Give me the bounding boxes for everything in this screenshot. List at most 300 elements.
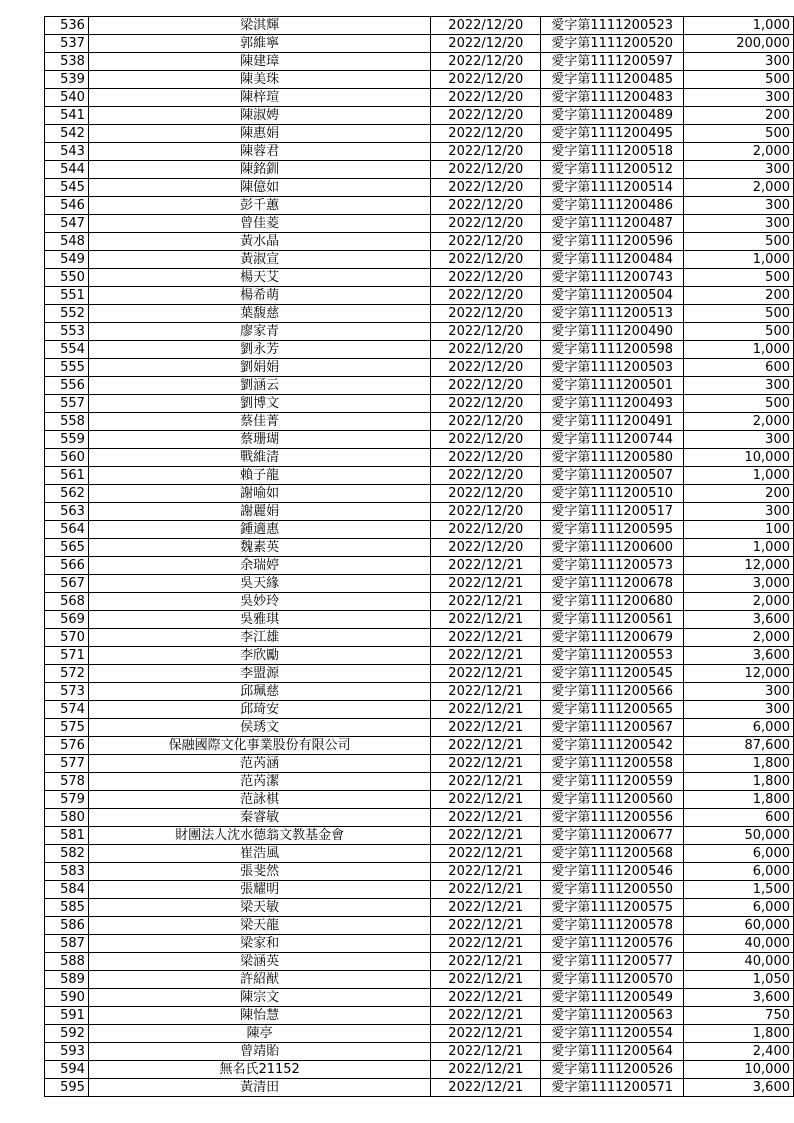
donation-date-cell: 2022/12/21: [431, 755, 541, 773]
amount-cell: 10,000: [684, 449, 794, 467]
row-number-cell: 550: [45, 269, 89, 287]
receipt-number-cell: 愛字第1111200571: [541, 1079, 684, 1097]
table-row: [45, 665, 794, 683]
donation-date-cell: 2022/12/20: [431, 503, 541, 521]
receipt-number-cell: 愛字第1111200560: [541, 791, 684, 809]
row-number-cell: 542: [45, 125, 89, 143]
donor-name-cell: 鍾適惠: [88, 521, 430, 539]
table-row: [45, 1025, 794, 1043]
amount-cell: 100: [684, 521, 794, 539]
row-number-cell: 588: [45, 953, 89, 971]
receipt-number-cell: 愛字第1111200510: [541, 485, 684, 503]
amount-cell: 1,800: [684, 773, 794, 791]
donor-name-cell: 楊天艾: [88, 269, 430, 287]
donor-name-cell: 彭千蕙: [88, 197, 430, 215]
receipt-number-cell: 愛字第1111200576: [541, 935, 684, 953]
donation-date-cell: 2022/12/21: [431, 557, 541, 575]
table-row: [45, 161, 794, 179]
donation-date-cell: 2022/12/21: [431, 719, 541, 737]
donor-name-cell: 陳梓瑄: [88, 89, 430, 107]
row-number-cell: 556: [45, 377, 89, 395]
table-row: [45, 1079, 794, 1097]
donor-name-cell: 陳蓉君: [88, 143, 430, 161]
amount-cell: 10,000: [684, 1061, 794, 1079]
amount-cell: 1,800: [684, 1025, 794, 1043]
receipt-number-cell: 愛字第1111200545: [541, 665, 684, 683]
table-row: [45, 827, 794, 845]
table-row: [45, 611, 794, 629]
amount-cell: 1,000: [684, 341, 794, 359]
row-number-cell: 592: [45, 1025, 89, 1043]
donation-date-cell: 2022/12/20: [431, 395, 541, 413]
donor-name-cell: 許紹猷: [88, 971, 430, 989]
receipt-number-cell: 愛字第1111200542: [541, 737, 684, 755]
row-number-cell: 570: [45, 629, 89, 647]
table-row: [45, 89, 794, 107]
donor-name-cell: 李盟源: [88, 665, 430, 683]
donation-date-cell: 2022/12/21: [431, 989, 541, 1007]
receipt-number-cell: 愛字第1111200512: [541, 161, 684, 179]
donation-date-cell: 2022/12/20: [431, 359, 541, 377]
donor-name-cell: 張耀明: [88, 881, 430, 899]
table-row: [45, 791, 794, 809]
row-number-cell: 558: [45, 413, 89, 431]
donation-date-cell: 2022/12/20: [431, 35, 541, 53]
table-row: [45, 989, 794, 1007]
row-number-cell: 572: [45, 665, 89, 683]
amount-cell: 300: [684, 683, 794, 701]
amount-cell: 40,000: [684, 935, 794, 953]
table-row: [45, 251, 794, 269]
row-number-cell: 583: [45, 863, 89, 881]
donor-name-cell: 陳宗文: [88, 989, 430, 1007]
row-number-cell: 565: [45, 539, 89, 557]
receipt-number-cell: 愛字第1111200575: [541, 899, 684, 917]
donor-name-cell: 曾佳菱: [88, 215, 430, 233]
amount-cell: 1,000: [684, 539, 794, 557]
donation-date-cell: 2022/12/21: [431, 629, 541, 647]
donor-name-cell: 財團法人沈水德翁文教基金會: [88, 827, 430, 845]
donor-name-cell: 蔡珊瑚: [88, 431, 430, 449]
table-row: [45, 899, 794, 917]
table-row: [45, 17, 794, 35]
donation-date-cell: 2022/12/20: [431, 197, 541, 215]
donation-date-cell: 2022/12/21: [431, 1079, 541, 1097]
donor-name-cell: 吳妙玲: [88, 593, 430, 611]
row-number-cell: 595: [45, 1079, 89, 1097]
amount-cell: 300: [684, 431, 794, 449]
amount-cell: 1,000: [684, 467, 794, 485]
receipt-number-cell: 愛字第1111200489: [541, 107, 684, 125]
row-number-cell: 548: [45, 233, 89, 251]
table-row: [45, 125, 794, 143]
amount-cell: 750: [684, 1007, 794, 1025]
table-row: [45, 359, 794, 377]
donor-name-cell: 梁涵英: [88, 953, 430, 971]
row-number-cell: 551: [45, 287, 89, 305]
donation-date-cell: 2022/12/21: [431, 665, 541, 683]
donation-date-cell: 2022/12/20: [431, 71, 541, 89]
table-row: [45, 935, 794, 953]
receipt-number-cell: 愛字第1111200546: [541, 863, 684, 881]
amount-cell: 2,000: [684, 413, 794, 431]
table-row: [45, 449, 794, 467]
receipt-number-cell: 愛字第1111200501: [541, 377, 684, 395]
table-row: [45, 233, 794, 251]
amount-cell: 3,600: [684, 1079, 794, 1097]
row-number-cell: 549: [45, 251, 89, 269]
amount-cell: 2,000: [684, 593, 794, 611]
donor-name-cell: 梁家和: [88, 935, 430, 953]
table-row: [45, 701, 794, 719]
receipt-number-cell: 愛字第1111200595: [541, 521, 684, 539]
amount-cell: 6,000: [684, 845, 794, 863]
row-number-cell: 591: [45, 1007, 89, 1025]
table-row: [45, 917, 794, 935]
table-row: [45, 773, 794, 791]
receipt-number-cell: 愛字第1111200600: [541, 539, 684, 557]
row-number-cell: 539: [45, 71, 89, 89]
table-row: [45, 755, 794, 773]
receipt-number-cell: 愛字第1111200598: [541, 341, 684, 359]
donation-date-cell: 2022/12/20: [431, 161, 541, 179]
donation-date-cell: 2022/12/21: [431, 1007, 541, 1025]
row-number-cell: 559: [45, 431, 89, 449]
donor-name-cell: 黃清田: [88, 1079, 430, 1097]
amount-cell: 600: [684, 809, 794, 827]
receipt-number-cell: 愛字第1111200549: [541, 989, 684, 1007]
donor-name-cell: 邱琦安: [88, 701, 430, 719]
amount-cell: 300: [684, 89, 794, 107]
donation-date-cell: 2022/12/20: [431, 431, 541, 449]
row-number-cell: 547: [45, 215, 89, 233]
receipt-number-cell: 愛字第1111200743: [541, 269, 684, 287]
donor-name-cell: 秦睿敏: [88, 809, 430, 827]
receipt-number-cell: 愛字第1111200491: [541, 413, 684, 431]
row-number-cell: 576: [45, 737, 89, 755]
amount-cell: 2,400: [684, 1043, 794, 1061]
table-row: [45, 953, 794, 971]
donor-name-cell: 梁淇輝: [88, 17, 430, 35]
donation-date-cell: 2022/12/21: [431, 971, 541, 989]
amount-cell: 60,000: [684, 917, 794, 935]
donor-name-cell: 謝麗娟: [88, 503, 430, 521]
receipt-number-cell: 愛字第1111200553: [541, 647, 684, 665]
donation-date-cell: 2022/12/21: [431, 809, 541, 827]
receipt-number-cell: 愛字第1111200680: [541, 593, 684, 611]
receipt-number-cell: 愛字第1111200518: [541, 143, 684, 161]
receipt-number-cell: 愛字第1111200578: [541, 917, 684, 935]
row-number-cell: 561: [45, 467, 89, 485]
donor-name-cell: 戰維清: [88, 449, 430, 467]
table-row: [45, 179, 794, 197]
receipt-number-cell: 愛字第1111200559: [541, 773, 684, 791]
receipt-number-cell: 愛字第1111200517: [541, 503, 684, 521]
table-row: [45, 575, 794, 593]
donation-date-cell: 2022/12/21: [431, 1043, 541, 1061]
receipt-number-cell: 愛字第1111200503: [541, 359, 684, 377]
receipt-number-cell: 愛字第1111200564: [541, 1043, 684, 1061]
donation-date-cell: 2022/12/21: [431, 575, 541, 593]
table-row: [45, 719, 794, 737]
table-row: [45, 485, 794, 503]
donor-name-cell: 無名氏21152: [88, 1061, 430, 1079]
receipt-number-cell: 愛字第1111200573: [541, 557, 684, 575]
donor-name-cell: 陳銘釧: [88, 161, 430, 179]
amount-cell: 3,600: [684, 647, 794, 665]
amount-cell: 1,800: [684, 755, 794, 773]
receipt-number-cell: 愛字第1111200513: [541, 305, 684, 323]
amount-cell: 40,000: [684, 953, 794, 971]
amount-cell: 500: [684, 71, 794, 89]
row-number-cell: 567: [45, 575, 89, 593]
table-row: [45, 323, 794, 341]
table-row: [45, 467, 794, 485]
donor-name-cell: 梁天敏: [88, 899, 430, 917]
donation-date-cell: 2022/12/21: [431, 737, 541, 755]
donation-date-cell: 2022/12/21: [431, 953, 541, 971]
donation-date-cell: 2022/12/20: [431, 413, 541, 431]
row-number-cell: 575: [45, 719, 89, 737]
donor-name-cell: 張斐然: [88, 863, 430, 881]
row-number-cell: 582: [45, 845, 89, 863]
donor-name-cell: 廖家青: [88, 323, 430, 341]
amount-cell: 87,600: [684, 737, 794, 755]
donation-table-body: [45, 17, 794, 1097]
amount-cell: 3,000: [684, 575, 794, 593]
receipt-number-cell: 愛字第1111200563: [541, 1007, 684, 1025]
row-number-cell: 573: [45, 683, 89, 701]
donation-date-cell: 2022/12/20: [431, 107, 541, 125]
donor-name-cell: 邱珮慈: [88, 683, 430, 701]
amount-cell: 2,000: [684, 629, 794, 647]
table-row: [45, 593, 794, 611]
receipt-number-cell: 愛字第1111200597: [541, 53, 684, 71]
table-row: [45, 845, 794, 863]
receipt-number-cell: 愛字第1111200484: [541, 251, 684, 269]
donation-date-cell: 2022/12/20: [431, 89, 541, 107]
receipt-number-cell: 愛字第1111200487: [541, 215, 684, 233]
donor-name-cell: 陳美珠: [88, 71, 430, 89]
donor-name-cell: 吳天緣: [88, 575, 430, 593]
amount-cell: 6,000: [684, 863, 794, 881]
receipt-number-cell: 愛字第1111200485: [541, 71, 684, 89]
donor-name-cell: 陳淑娉: [88, 107, 430, 125]
donation-date-cell: 2022/12/21: [431, 791, 541, 809]
table-row: [45, 683, 794, 701]
donation-date-cell: 2022/12/21: [431, 863, 541, 881]
table-row: [45, 377, 794, 395]
receipt-number-cell: 愛字第1111200567: [541, 719, 684, 737]
receipt-number-cell: 愛字第1111200596: [541, 233, 684, 251]
row-number-cell: 593: [45, 1043, 89, 1061]
amount-cell: 200: [684, 107, 794, 125]
row-number-cell: 581: [45, 827, 89, 845]
donor-name-cell: 蔡佳菁: [88, 413, 430, 431]
donor-name-cell: 賴子龍: [88, 467, 430, 485]
table-row: [45, 863, 794, 881]
table-row: [45, 287, 794, 305]
donor-name-cell: 陳建璋: [88, 53, 430, 71]
row-number-cell: 586: [45, 917, 89, 935]
donor-name-cell: 崔浩風: [88, 845, 430, 863]
table-row: [45, 143, 794, 161]
receipt-number-cell: 愛字第1111200520: [541, 35, 684, 53]
amount-cell: 1,000: [684, 17, 794, 35]
row-number-cell: 554: [45, 341, 89, 359]
row-number-cell: 557: [45, 395, 89, 413]
amount-cell: 1,800: [684, 791, 794, 809]
row-number-cell: 545: [45, 179, 89, 197]
amount-cell: 300: [684, 503, 794, 521]
donor-name-cell: 陳怡慧: [88, 1007, 430, 1025]
amount-cell: 12,000: [684, 665, 794, 683]
table-row: [45, 107, 794, 125]
receipt-number-cell: 愛字第1111200504: [541, 287, 684, 305]
receipt-number-cell: 愛字第1111200483: [541, 89, 684, 107]
row-number-cell: 569: [45, 611, 89, 629]
donation-date-cell: 2022/12/20: [431, 125, 541, 143]
row-number-cell: 587: [45, 935, 89, 953]
donor-name-cell: 陳億如: [88, 179, 430, 197]
donor-name-cell: 楊希萌: [88, 287, 430, 305]
donor-name-cell: 黃淑宣: [88, 251, 430, 269]
table-row: [45, 395, 794, 413]
donation-date-cell: 2022/12/20: [431, 143, 541, 161]
donor-name-cell: 侯琇文: [88, 719, 430, 737]
row-number-cell: 566: [45, 557, 89, 575]
donation-date-cell: 2022/12/20: [431, 53, 541, 71]
donation-date-cell: 2022/12/21: [431, 1061, 541, 1079]
amount-cell: 3,600: [684, 611, 794, 629]
receipt-number-cell: 愛字第1111200580: [541, 449, 684, 467]
donor-name-cell: 劉博文: [88, 395, 430, 413]
amount-cell: 300: [684, 53, 794, 71]
donor-name-cell: 余瑞婷: [88, 557, 430, 575]
donation-table: [44, 16, 794, 1097]
amount-cell: 300: [684, 197, 794, 215]
receipt-number-cell: 愛字第1111200570: [541, 971, 684, 989]
amount-cell: 500: [684, 305, 794, 323]
receipt-number-cell: 愛字第1111200568: [541, 845, 684, 863]
row-number-cell: 577: [45, 755, 89, 773]
receipt-number-cell: 愛字第1111200507: [541, 467, 684, 485]
donation-date-cell: 2022/12/20: [431, 251, 541, 269]
table-row: [45, 341, 794, 359]
row-number-cell: 560: [45, 449, 89, 467]
receipt-number-cell: 愛字第1111200550: [541, 881, 684, 899]
receipt-number-cell: 愛字第1111200679: [541, 629, 684, 647]
row-number-cell: 584: [45, 881, 89, 899]
receipt-number-cell: 愛字第1111200556: [541, 809, 684, 827]
receipt-number-cell: 愛字第1111200514: [541, 179, 684, 197]
row-number-cell: 543: [45, 143, 89, 161]
donation-date-cell: 2022/12/21: [431, 917, 541, 935]
amount-cell: 300: [684, 377, 794, 395]
donation-date-cell: 2022/12/21: [431, 593, 541, 611]
receipt-number-cell: 愛字第1111200577: [541, 953, 684, 971]
receipt-number-cell: 愛字第1111200495: [541, 125, 684, 143]
donation-date-cell: 2022/12/20: [431, 377, 541, 395]
donor-name-cell: 陳亭: [88, 1025, 430, 1043]
amount-cell: 300: [684, 161, 794, 179]
table-row: [45, 881, 794, 899]
donor-name-cell: 劉涵云: [88, 377, 430, 395]
amount-cell: 50,000: [684, 827, 794, 845]
table-row: [45, 503, 794, 521]
donor-name-cell: 范芮涵: [88, 755, 430, 773]
amount-cell: 200: [684, 485, 794, 503]
table-row: [45, 71, 794, 89]
table-row: [45, 1007, 794, 1025]
row-number-cell: 536: [45, 17, 89, 35]
donor-name-cell: 劉永芳: [88, 341, 430, 359]
donation-date-cell: 2022/12/20: [431, 539, 541, 557]
table-row: [45, 521, 794, 539]
donation-date-cell: 2022/12/20: [431, 341, 541, 359]
donation-date-cell: 2022/12/20: [431, 287, 541, 305]
receipt-number-cell: 愛字第1111200565: [541, 701, 684, 719]
row-number-cell: 552: [45, 305, 89, 323]
donation-date-cell: 2022/12/21: [431, 773, 541, 791]
receipt-number-cell: 愛字第1111200566: [541, 683, 684, 701]
donor-name-cell: 李欣勵: [88, 647, 430, 665]
donation-date-cell: 2022/12/20: [431, 449, 541, 467]
row-number-cell: 541: [45, 107, 89, 125]
donor-name-cell: 梁天龍: [88, 917, 430, 935]
donation-date-cell: 2022/12/20: [431, 233, 541, 251]
table-row: [45, 629, 794, 647]
amount-cell: 2,000: [684, 143, 794, 161]
donor-name-cell: 陳惠娟: [88, 125, 430, 143]
donation-date-cell: 2022/12/20: [431, 305, 541, 323]
amount-cell: 300: [684, 215, 794, 233]
donation-date-cell: 2022/12/21: [431, 899, 541, 917]
table-row: [45, 35, 794, 53]
amount-cell: 600: [684, 359, 794, 377]
receipt-number-cell: 愛字第1111200554: [541, 1025, 684, 1043]
donor-name-cell: 黃水晶: [88, 233, 430, 251]
row-number-cell: 538: [45, 53, 89, 71]
donor-name-cell: 范詠棋: [88, 791, 430, 809]
amount-cell: 200,000: [684, 35, 794, 53]
row-number-cell: 537: [45, 35, 89, 53]
receipt-number-cell: 愛字第1111200744: [541, 431, 684, 449]
row-number-cell: 546: [45, 197, 89, 215]
donor-name-cell: 葉馥慈: [88, 305, 430, 323]
table-row: [45, 1061, 794, 1079]
amount-cell: 500: [684, 125, 794, 143]
row-number-cell: 580: [45, 809, 89, 827]
row-number-cell: 589: [45, 971, 89, 989]
amount-cell: 500: [684, 395, 794, 413]
table-row: [45, 431, 794, 449]
donation-date-cell: 2022/12/20: [431, 521, 541, 539]
donation-date-cell: 2022/12/21: [431, 1025, 541, 1043]
amount-cell: 2,000: [684, 179, 794, 197]
donor-name-cell: 保融國際文化事業股份有限公司: [88, 737, 430, 755]
row-number-cell: 578: [45, 773, 89, 791]
row-number-cell: 594: [45, 1061, 89, 1079]
donor-name-cell: 范芮潔: [88, 773, 430, 791]
donor-name-cell: 曾靖貽: [88, 1043, 430, 1061]
amount-cell: 12,000: [684, 557, 794, 575]
receipt-number-cell: 愛字第1111200677: [541, 827, 684, 845]
amount-cell: 500: [684, 323, 794, 341]
donation-date-cell: 2022/12/21: [431, 647, 541, 665]
table-row: [45, 215, 794, 233]
row-number-cell: 579: [45, 791, 89, 809]
